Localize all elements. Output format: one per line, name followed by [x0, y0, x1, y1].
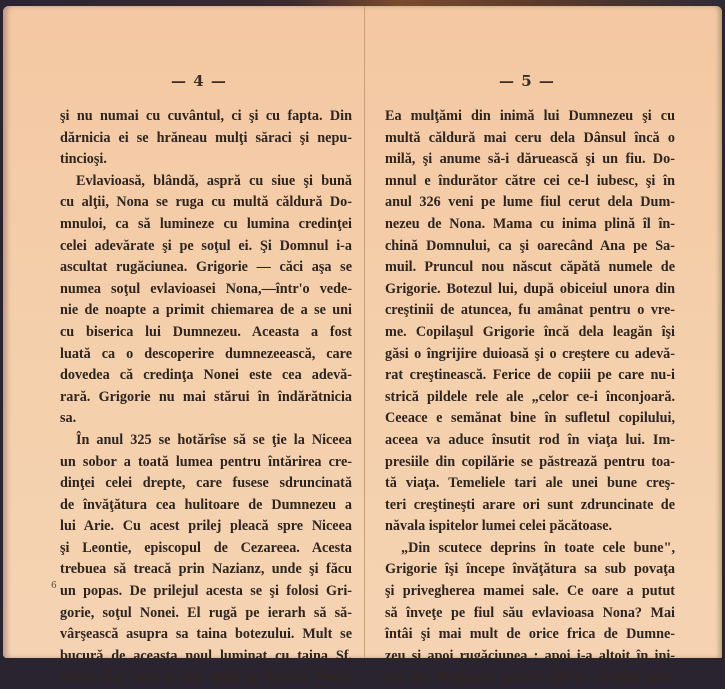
- text-line: ascultat rugăciunea. Grigorie — căci aşa se: [60, 259, 352, 276]
- text-line: un sobor a toată lumea pentru întărirea cre-: [60, 453, 352, 470]
- text-line: multă căldură mai ceru dela Dânsul încă o: [385, 129, 675, 146]
- text-line: tincioşi.: [60, 151, 107, 168]
- right-page: [365, 6, 722, 686]
- left-page: [3, 6, 365, 686]
- text-line: celei adevărate şi pe soţul ei. Şi Domnul i-a: [60, 237, 352, 254]
- text-line: Ea mulţămi din inimă lui Dumnezeu şi cu: [385, 108, 675, 124]
- book-spread: [3, 6, 722, 686]
- text-line: nie de noapte a primit chiemarea de a se uni: [60, 302, 352, 319]
- text-line: sa.: [60, 410, 77, 427]
- text-line: găsi o îngrijire duioasă şi o creştere cu adevă-: [385, 345, 675, 362]
- text-line: Ceeace e semănat bine în sufletul copilului,: [385, 410, 675, 427]
- text-line: În anul 325 se hotărîse să se ţie la Niceea: [76, 431, 352, 448]
- text-line: teri creştineşti arare ori sunt zdruncinate de: [385, 496, 675, 513]
- margin-mark: 6: [51, 581, 57, 591]
- text-line: dovedea că credinţa Nonei este cea adevă-: [60, 367, 352, 384]
- text-line: mnul e îndurător către cei ce-l iubesc, şi în: [385, 172, 675, 189]
- text-line: tă viaţa. Temeliele tari ale unei bune creş-: [385, 475, 675, 492]
- text-line: me. Copilaşul Grigorie încă dela leagăn îşi: [385, 323, 675, 340]
- text-line: rat creştinească. Ferice de copiii pe care nu-i: [385, 367, 675, 384]
- text-line: cu alţii, Nona se ruga cu multă căldură Do-: [60, 194, 352, 211]
- text-line: năvala ispitelor lumei celei păcătoase.: [385, 518, 613, 535]
- text-line: ma lui dragostea pentru citirea cărţilor sfin-: [385, 669, 675, 686]
- text-line: zeu şi apoi rugăciunea ; apoi i-a altoit în ini-: [385, 647, 675, 664]
- text-line: strică pildele rele ale „celor ce-i înconjoară.: [385, 388, 675, 405]
- text-line: trebuea să treacă prin Nazianz, unde şi făcu: [60, 561, 352, 578]
- text-line: şi Leontie, episcopul de Cezareea. Acesta: [60, 539, 352, 556]
- text-line: Grigorie îşi începe învăţătura sa sub povaţa: [385, 561, 675, 578]
- text-line: Evlavioasă, blândă, aspră cu siue şi bună: [76, 172, 352, 189]
- text-line: cu biserica lui Dumnezeu. Aceasta a fost: [60, 323, 352, 340]
- text-line: creştinii de atuncea, fu amânat pentru o vre-: [385, 302, 675, 319]
- right-page-text: [385, 106, 675, 689]
- text-line: chină Domnului, ca şi oarecând Ana pe Sa-: [385, 237, 675, 254]
- text-line: „Din scutece deprins în toate cele bune",: [401, 539, 675, 556]
- text-line: întâi şi mai mult de orice frica de Dumne-: [385, 626, 675, 643]
- text-line: să înveţe pe fiul său evlavioasa Nona? Mai: [385, 604, 675, 621]
- text-line: rară. Grigorie nu mai stărui în îndărătnicia: [60, 388, 352, 405]
- text-line: dărnicia ei se hrăneau mulţi săraci şi nepu-: [60, 129, 352, 146]
- text-line: numea soţul evlavioasei Nona,—într'o vede-: [60, 280, 352, 297]
- text-line: presiile din copilărie se păstrează pentru toa-: [385, 453, 675, 470]
- text-line: muil. Pruncul nou născut căpătă numele de: [385, 259, 675, 276]
- text-line: dinţei celei drepte, care fusese sdruncinată: [60, 475, 352, 492]
- text-line: şi privegherea mamei sale. Ce oare a putut: [385, 583, 675, 600]
- left-page-text: [60, 106, 352, 689]
- text-line: de învăţătura cea hulitoare de Dumnezeu a: [60, 496, 352, 513]
- text-line: nezeu de Nona. Mama cu inima plină îl în-: [385, 215, 675, 232]
- text-line: vârşească asupra sa taina botezului. Mult se: [60, 626, 352, 643]
- text-line: mnuloi, ca să lumineze cu lumina credinţei: [60, 215, 352, 232]
- text-line: un popas. De prilejul acesta se şi folosi Gri-: [60, 583, 352, 600]
- text-line: luată ca o descoperire dumnezeească, care: [60, 345, 352, 362]
- text-line: Grigorie. Botezul lui, după obiceiul unora din: [385, 280, 675, 297]
- text-line: lui Arie. Cu acest prilej pleacă spre Niceea: [60, 518, 352, 535]
- text-line: gorie, soţul Nonei. El rugă pe ierarh să să-: [60, 604, 352, 621]
- text-line: bucură de aceasta noul luminat cu taina Sf.: [60, 647, 352, 664]
- text-line: anul 326 veni pe lume fiul cerut dela Dum-: [385, 194, 675, 211]
- right-page-number: — 5 —: [499, 72, 555, 90]
- left-page-number: — 4 —: [171, 72, 227, 90]
- text-line: milă, şi anume să-i dăruească şi un fiu. Do-: [385, 151, 675, 168]
- text-line: Botez, dar încă şi mai mult se bucură Nona.: [60, 669, 352, 686]
- text-line: aceea va aduce însutit rod în viaţa lui. Im-: [385, 431, 675, 448]
- text-line: şi nu numai cu cuvântul, ci şi cu fapta. Din: [60, 108, 352, 124]
